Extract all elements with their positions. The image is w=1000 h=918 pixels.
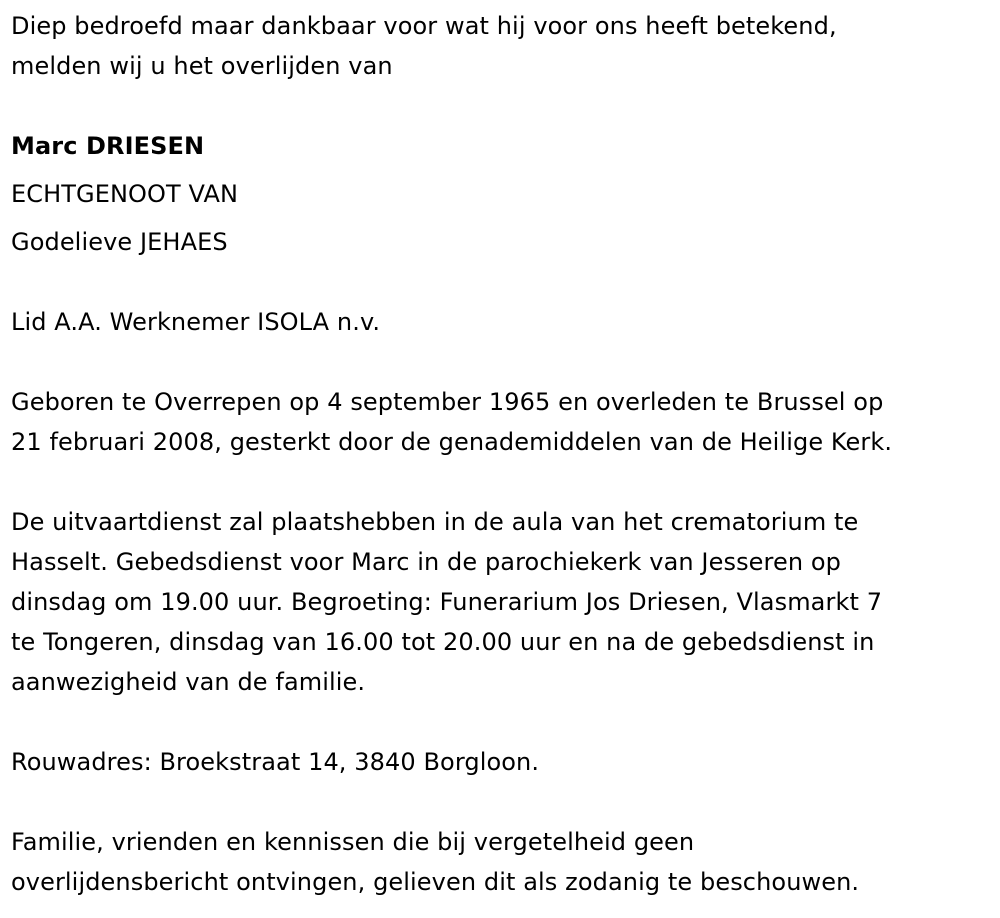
spacer (11, 262, 1000, 302)
service-line-3: dinsdag om 19.00 uur. Begroeting: Funerarium Jos Driesen, Vlasmarkt 7 (11, 588, 883, 616)
service-line-1: De uitvaartdienst zal plaatshebben in de aula van het crematorium te (11, 508, 859, 536)
service-line-2: Hasselt. Gebedsdienst voor Marc in de parochiekerk van Jesseren op (11, 548, 842, 576)
address-line: Rouwadres: Broekstraat 14, 3840 Borgloon. (11, 748, 540, 776)
intro-line-2: melden wij u het overlijden van (11, 52, 393, 80)
spacer (11, 702, 1000, 742)
spacer (11, 462, 1000, 502)
spacer (11, 782, 1000, 822)
closing-line-1: Familie, vrienden en kennissen die bij vergetelheid geen (11, 828, 695, 856)
deceased-name: Marc DRIESEN (11, 132, 205, 160)
service-line-4: te Tongeren, dinsdag van 16.00 tot 20.00 uur en na de gebedsdienst in (11, 628, 875, 656)
intro-line-1: Diep bedroefd maar dankbaar voor wat hij voor ons heeft betekend, (11, 12, 837, 40)
birth-death-line-1: Geboren te Overrepen op 4 september 1965 en overleden te Brussel op (11, 388, 884, 416)
spacer (11, 342, 1000, 382)
birth-death-line-2: 21 februari 2008, gesterkt door de genademiddelen van de Heilige Kerk. (11, 428, 893, 456)
closing-line-2: overlijdensbericht ontvingen, gelieven dit als zodanig te beschouwen. (11, 868, 860, 896)
membership-line: Lid A.A. Werknemer ISOLA n.v. (11, 308, 381, 336)
spacer (11, 86, 1000, 126)
spouse-name: Godelieve JEHAES (11, 228, 228, 256)
relation-label: ECHTGENOOT VAN (11, 180, 239, 208)
service-line-5: aanwezigheid van de familie. (11, 668, 366, 696)
